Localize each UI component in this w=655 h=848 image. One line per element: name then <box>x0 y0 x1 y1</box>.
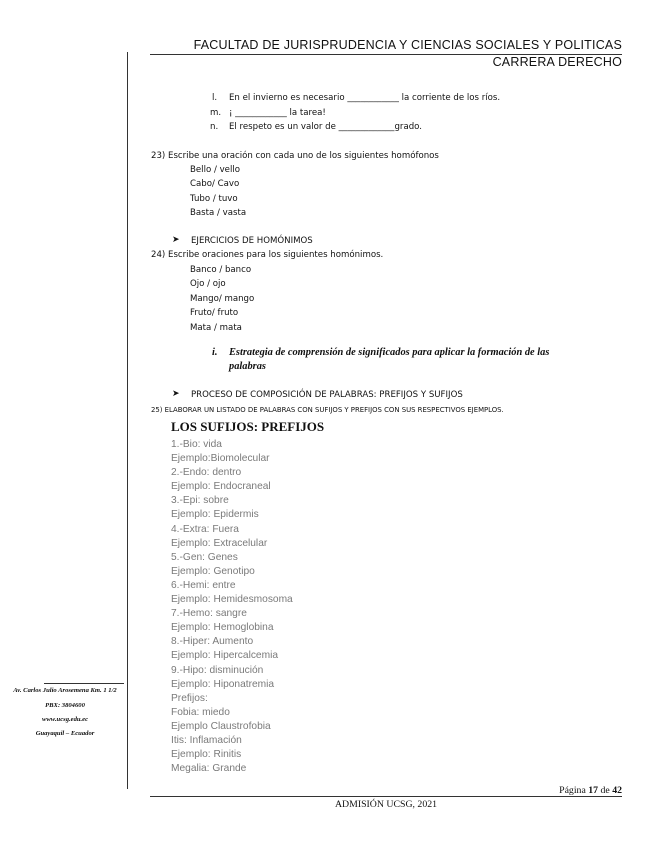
section-heading-composicion: PROCESO DE COMPOSICIÓN DE PALABRAS: PREFIJOS Y SUFIJOS <box>191 390 463 400</box>
answer-line: Fobia: miedo <box>171 706 230 718</box>
answer-line: Ejemplo: Endocraneal <box>171 481 271 493</box>
list-marker: l. <box>212 93 218 103</box>
footer-admission: ADMISIÓN UCSG, 2021 <box>334 799 438 810</box>
page-word: Página <box>559 785 586 796</box>
page-number <box>559 785 622 796</box>
homofono-item: Tubo / tuvo <box>190 194 238 204</box>
homonimo-item: Ojo / ojo <box>190 279 226 289</box>
strategy-title-line2: palabras <box>229 361 266 372</box>
list-marker: m. <box>210 108 222 118</box>
page-of: de <box>600 785 610 796</box>
homofono-item: Cabo/ Cavo <box>190 179 240 189</box>
answer-line: 3.-Epi: sobre <box>171 495 229 507</box>
homonimo-item: Fruto/ fruto <box>190 308 239 318</box>
answer-line: Ejemplo: Hemidesmosoma <box>171 594 293 606</box>
answer-line: Ejemplo: Extracelular <box>171 537 268 549</box>
list-item: El respeto es un valor de _____________grado. <box>229 122 423 132</box>
question-23: 23) Escribe una oración con cada uno de los siguientes homófonos <box>151 151 439 161</box>
answer-line: Itis: Inflamación <box>171 734 242 746</box>
question-24: 24) Escribe oraciones para los siguientes homónimos. <box>151 250 384 260</box>
career-header: CARRERA DERECHO <box>492 55 622 69</box>
strategy-marker: i. <box>212 347 218 358</box>
margin-line <box>127 52 128 789</box>
page-current: 17 <box>588 785 599 796</box>
answer-line: 2.-Endo: dentro <box>171 467 242 479</box>
answer-line: 8.-Hiper: Aumento <box>171 636 254 648</box>
question-25: 25) ELABORAR UN LISTADO DE PALABRAS CON SUFIJOS Y PREFIJOS CON SUS RESPECTIVOS EJEMPLOS. <box>151 406 504 414</box>
answer-line: Ejemplo: Epidermis <box>171 509 259 521</box>
list-marker: n. <box>210 122 219 132</box>
sufijos-title: LOS SUFIJOS: PREFIJOS <box>171 419 325 434</box>
arrow-bullet-icon: ➤ <box>172 235 180 245</box>
answer-line: 9.-Hipo: disminución <box>171 664 264 676</box>
answer-line: Ejemplo: Hiponatremia <box>171 678 275 690</box>
faculty-header: FACULTAD DE JURISPRUDENCIA Y CIENCIAS SOCIALES Y POLITICAS <box>193 38 622 52</box>
homofono-item: Bello / vello <box>190 165 240 175</box>
answer-line: 4.-Extra: Fuera <box>171 523 239 535</box>
answer-line: Ejemplo Claustrofobia <box>171 720 271 732</box>
sidebar-website[interactable]: www.ucsg.edu.ec <box>41 716 89 723</box>
arrow-bullet-icon: ➤ <box>172 389 180 399</box>
answer-line: Ejemplo: Genotipo <box>171 565 255 577</box>
answer-line: 5.-Gen: Genes <box>171 551 238 563</box>
sidebar-phone: PBX: 3804600 <box>45 702 85 709</box>
answer-list <box>171 439 293 777</box>
answer-line: 6.-Hemi: entre <box>171 579 236 591</box>
footer-rule <box>150 796 622 797</box>
homonimo-item: Mango/ mango <box>190 294 255 304</box>
section-heading-homonimos: EJERCICIOS DE HOMÓNIMOS <box>191 236 313 246</box>
answer-line: Ejemplo: Hipercalcemia <box>171 650 279 662</box>
sidebar-rule <box>44 683 124 684</box>
list-item: En el invierno es necesario ____________ la corriente de los ríos. <box>229 93 501 103</box>
answer-line: 1.-Bio: vida <box>171 439 222 450</box>
homonimo-item: Banco / banco <box>190 265 252 275</box>
answer-line: Ejemplo: Rinitis <box>171 749 242 761</box>
page-total: 42 <box>612 785 622 796</box>
sidebar-city: Guayaquil – Ecuador <box>35 730 95 737</box>
sidebar-address: Av. Carlos Julio Arosemena Km. 1 1/2 <box>13 687 117 694</box>
homofono-item: Basta / vasta <box>190 208 247 218</box>
list-item: ¡ ____________ la tarea! <box>229 108 326 118</box>
answer-line: Ejemplo: Hemoglobina <box>171 622 274 634</box>
answer-line: Prefijos: <box>171 692 208 704</box>
answer-line: Megalia: Grande <box>171 763 247 775</box>
strategy-title-line1: Estrategia de comprensión de significados para aplicar la formación de las <box>229 347 550 358</box>
answer-line: 7.-Hemo: sangre <box>171 608 247 620</box>
answer-line: Ejemplo:Biomolecular <box>171 453 270 465</box>
homonimo-item: Mata / mata <box>190 323 242 333</box>
